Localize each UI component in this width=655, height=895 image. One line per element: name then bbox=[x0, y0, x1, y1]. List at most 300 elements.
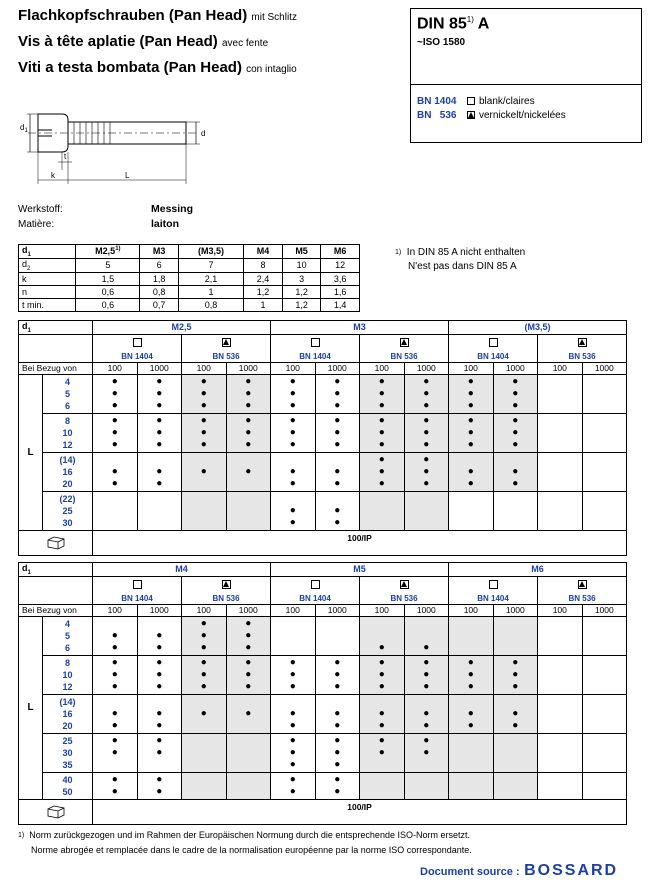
availability-dot: ● bbox=[512, 375, 519, 387]
availability-cell bbox=[404, 733, 449, 772]
availability-dot bbox=[583, 642, 627, 654]
side-note: $^{1)}$ In DIN 85 A nicht enthalten N'est pas dans DIN 85 A bbox=[395, 247, 526, 272]
availability-dot: ● bbox=[111, 656, 118, 668]
availability-cell bbox=[315, 733, 360, 772]
bn-header: BN 536 bbox=[182, 334, 271, 362]
availability-dot: ● bbox=[512, 668, 519, 680]
availability-dot: ● bbox=[423, 680, 430, 692]
availability-dot bbox=[583, 747, 627, 759]
dim-value: 5 bbox=[76, 258, 140, 272]
availability-dot: ● bbox=[200, 414, 207, 426]
availability-dot bbox=[316, 618, 360, 630]
empty-box-icon bbox=[489, 580, 498, 589]
availability-cell bbox=[360, 616, 405, 655]
dim-value: 1 bbox=[244, 298, 283, 311]
empty-box-icon bbox=[311, 338, 320, 347]
qty-cell: 100 bbox=[93, 362, 138, 374]
iso-equivalent: ~ISO 1580 bbox=[417, 37, 466, 49]
dim-value: 0,8 bbox=[140, 285, 179, 298]
availability-dot: ● bbox=[334, 387, 341, 399]
availability-dot: ● bbox=[156, 375, 163, 387]
availability-cell bbox=[271, 772, 316, 799]
availability-dot bbox=[227, 747, 271, 759]
quantity-row bbox=[19, 362, 627, 374]
availability-dot bbox=[316, 630, 360, 642]
dim-value: 1,5 bbox=[76, 272, 140, 285]
dim-value: 10 bbox=[282, 258, 321, 272]
availability-dot: ● bbox=[111, 375, 118, 387]
availability-dot: ● bbox=[289, 516, 296, 528]
availability-dot: ● bbox=[378, 668, 385, 680]
availability-dot bbox=[494, 505, 538, 517]
availability-dot: ● bbox=[378, 719, 385, 731]
title-fr: Vis à tête aplatie (Pan Head) avec fente bbox=[18, 33, 269, 50]
triangle-box-icon bbox=[222, 338, 231, 347]
availability-cell bbox=[226, 413, 271, 452]
availability-dot: ● bbox=[512, 719, 519, 731]
availability-dot bbox=[538, 478, 582, 490]
title-it: Viti a testa bombata (Pan Head) con intaglio bbox=[18, 59, 297, 76]
availability-cell bbox=[182, 452, 227, 491]
availability-dot bbox=[449, 747, 493, 759]
packaging-row bbox=[19, 799, 627, 824]
availability-grid-1 bbox=[18, 320, 627, 556]
availability-dot: ● bbox=[156, 414, 163, 426]
availability-dot bbox=[182, 774, 226, 786]
availability-dot: ● bbox=[467, 707, 474, 719]
availability-dot: ● bbox=[423, 438, 430, 450]
qty-cell: 100 bbox=[360, 362, 405, 374]
footer-note: $^{1)}$ Norm zurückgezogen und im Rahmen der Europäischen Normung durch die entsprechende ISO-Norm ersetzt. Norme abrogée et remplacée dans le cadre de la normalisation européenne par la norme ISO correspondante. bbox=[18, 830, 472, 855]
availability-dot bbox=[494, 454, 538, 466]
bn-header: BN 1404 bbox=[93, 576, 182, 604]
availability-dot bbox=[93, 759, 137, 771]
dim-value: 2,1 bbox=[178, 272, 243, 285]
availability-cell bbox=[137, 413, 182, 452]
bn-536-row: BN 536 vernickelt/nickelées bbox=[417, 110, 566, 121]
availability-dot: ● bbox=[334, 414, 341, 426]
availability-dot: ● bbox=[467, 477, 474, 489]
availability-dot: ● bbox=[378, 453, 385, 465]
availability-dot: ● bbox=[245, 668, 252, 680]
availability-dot: ● bbox=[289, 680, 296, 692]
availability-dot: ● bbox=[334, 668, 341, 680]
availability-cell bbox=[538, 616, 583, 655]
availability-dot bbox=[538, 376, 582, 388]
availability-cell bbox=[360, 452, 405, 491]
availability-dot bbox=[538, 735, 582, 747]
empty-box-icon bbox=[311, 580, 320, 589]
availability-dot: ● bbox=[467, 375, 474, 387]
availability-dot: ● bbox=[156, 656, 163, 668]
availability-dot bbox=[93, 454, 137, 466]
bezug-label: Bei Bezug von bbox=[19, 604, 93, 616]
availability-dot bbox=[138, 454, 182, 466]
availability-cell bbox=[93, 452, 138, 491]
availability-dot: ● bbox=[512, 477, 519, 489]
availability-dot: ● bbox=[111, 668, 118, 680]
availability-dot: ● bbox=[111, 414, 118, 426]
availability-dot: ● bbox=[423, 375, 430, 387]
availability-dot bbox=[271, 493, 315, 505]
availability-dot bbox=[494, 786, 538, 798]
availability-dot bbox=[583, 618, 627, 630]
dimension-table bbox=[18, 244, 360, 312]
dim-value: 7 bbox=[178, 258, 243, 272]
bn-header-row bbox=[19, 576, 627, 604]
quantity-row bbox=[19, 604, 627, 616]
availability-dot bbox=[538, 747, 582, 759]
dim-row bbox=[19, 258, 360, 272]
length-group bbox=[19, 655, 627, 694]
availability-dot bbox=[583, 478, 627, 490]
availability-dot: ● bbox=[156, 629, 163, 641]
availability-dot: ● bbox=[378, 438, 385, 450]
availability-dot bbox=[538, 657, 582, 669]
length-values: 8 10 12 bbox=[43, 413, 93, 452]
availability-dot: ● bbox=[156, 641, 163, 653]
availability-dot bbox=[538, 517, 582, 529]
availability-dot: ● bbox=[423, 641, 430, 653]
size-header: M6 bbox=[449, 563, 627, 577]
availability-cell bbox=[93, 694, 138, 733]
availability-dot bbox=[494, 759, 538, 771]
availability-cell bbox=[404, 413, 449, 452]
availability-cell bbox=[226, 694, 271, 733]
availability-dot bbox=[405, 774, 449, 786]
length-axis-label: L bbox=[19, 616, 43, 799]
availability-dot: ● bbox=[334, 375, 341, 387]
availability-dot: ● bbox=[334, 758, 341, 770]
packaging-unit: 100/IP bbox=[93, 799, 627, 824]
bn-header: BN 536 bbox=[538, 576, 627, 604]
availability-dot: ● bbox=[467, 656, 474, 668]
availability-dot: ● bbox=[289, 504, 296, 516]
availability-dot bbox=[449, 759, 493, 771]
availability-dot bbox=[93, 493, 137, 505]
availability-dot: ● bbox=[467, 465, 474, 477]
availability-cell bbox=[137, 733, 182, 772]
availability-cell bbox=[271, 655, 316, 694]
availability-dot: ● bbox=[245, 426, 252, 438]
availability-cell bbox=[137, 616, 182, 655]
availability-dot: ● bbox=[200, 465, 207, 477]
availability-dot: ● bbox=[289, 758, 296, 770]
availability-dot: ● bbox=[334, 746, 341, 758]
availability-dot: ● bbox=[289, 426, 296, 438]
availability-dot bbox=[449, 774, 493, 786]
availability-dot bbox=[182, 505, 226, 517]
qty-cell: 1000 bbox=[582, 362, 627, 374]
availability-dot: ● bbox=[289, 773, 296, 785]
availability-dot: ● bbox=[200, 668, 207, 680]
availability-dot: ● bbox=[156, 785, 163, 797]
availability-dot bbox=[182, 735, 226, 747]
availability-cell bbox=[538, 733, 583, 772]
availability-dot bbox=[583, 735, 627, 747]
availability-dot bbox=[494, 735, 538, 747]
qty-cell: 100 bbox=[182, 604, 227, 616]
availability-cell bbox=[582, 452, 627, 491]
dim-value: 0,6 bbox=[76, 298, 140, 311]
availability-dot bbox=[538, 642, 582, 654]
dim-header-cell: M3 bbox=[140, 245, 179, 259]
availability-dot: ● bbox=[156, 734, 163, 746]
availability-dot: ● bbox=[245, 656, 252, 668]
availability-dot: ● bbox=[467, 426, 474, 438]
length-values: 4 5 6 bbox=[43, 374, 93, 413]
availability-dot bbox=[405, 786, 449, 798]
availability-dot: ● bbox=[423, 668, 430, 680]
availability-dot bbox=[538, 720, 582, 732]
availability-dot bbox=[316, 696, 360, 708]
availability-cell bbox=[137, 452, 182, 491]
availability-dot bbox=[583, 708, 627, 720]
dim-value: 1,8 bbox=[140, 272, 179, 285]
availability-dot: ● bbox=[111, 629, 118, 641]
availability-dot: ● bbox=[334, 477, 341, 489]
empty-box-icon bbox=[133, 338, 142, 347]
availability-dot bbox=[538, 708, 582, 720]
availability-dot bbox=[583, 630, 627, 642]
availability-dot: ● bbox=[111, 426, 118, 438]
availability-dot bbox=[449, 642, 493, 654]
bossard-logo: BOSSARD bbox=[524, 862, 619, 879]
dim-row-label: t min. bbox=[19, 298, 76, 311]
availability-dot: ● bbox=[378, 375, 385, 387]
availability-dot: ● bbox=[512, 399, 519, 411]
bn-header: BN 1404 bbox=[271, 334, 360, 362]
availability-dot bbox=[138, 505, 182, 517]
size-header: M3 bbox=[271, 321, 449, 335]
availability-dot bbox=[360, 696, 404, 708]
availability-dot bbox=[227, 517, 271, 529]
length-group bbox=[19, 616, 627, 655]
availability-dot bbox=[538, 505, 582, 517]
availability-dot bbox=[494, 696, 538, 708]
availability-cell bbox=[538, 655, 583, 694]
availability-dot: ● bbox=[111, 438, 118, 450]
availability-dot bbox=[538, 466, 582, 478]
dim-value: 0,6 bbox=[76, 285, 140, 298]
availability-cell bbox=[493, 452, 538, 491]
availability-cell bbox=[493, 772, 538, 799]
availability-cell bbox=[315, 655, 360, 694]
qty-cell: 100 bbox=[271, 362, 316, 374]
availability-dot: ● bbox=[334, 773, 341, 785]
qty-cell: 100 bbox=[449, 362, 494, 374]
dim-value: 1 bbox=[178, 285, 243, 298]
qty-cell: 100 bbox=[182, 362, 227, 374]
qty-cell: 100 bbox=[538, 362, 583, 374]
availability-dot bbox=[227, 735, 271, 747]
availability-cell bbox=[449, 733, 494, 772]
availability-cell bbox=[404, 491, 449, 530]
availability-dot bbox=[227, 720, 271, 732]
availability-dot bbox=[182, 517, 226, 529]
availability-dot bbox=[538, 454, 582, 466]
availability-dot bbox=[316, 642, 360, 654]
availability-dot bbox=[227, 759, 271, 771]
availability-dot: ● bbox=[200, 641, 207, 653]
availability-cell bbox=[226, 733, 271, 772]
availability-dot: ● bbox=[467, 438, 474, 450]
availability-dot bbox=[360, 774, 404, 786]
availability-cell bbox=[360, 655, 405, 694]
availability-cell bbox=[360, 413, 405, 452]
availability-dot: ● bbox=[200, 375, 207, 387]
triangle-box-icon bbox=[467, 111, 475, 119]
availability-dot: ● bbox=[467, 414, 474, 426]
availability-dot: ● bbox=[289, 465, 296, 477]
availability-cell bbox=[493, 655, 538, 694]
length-values: 40 50 bbox=[43, 772, 93, 799]
availability-dot bbox=[271, 618, 315, 630]
availability-cell bbox=[182, 616, 227, 655]
size-header: (M3,5) bbox=[449, 321, 627, 335]
availability-dot: ● bbox=[245, 465, 252, 477]
availability-dot: ● bbox=[334, 465, 341, 477]
availability-dot bbox=[538, 618, 582, 630]
availability-dot: ● bbox=[423, 477, 430, 489]
dim-header-cell: $d_1$ bbox=[19, 245, 76, 259]
availability-dot: ● bbox=[111, 477, 118, 489]
availability-dot: ● bbox=[156, 399, 163, 411]
availability-cell bbox=[182, 772, 227, 799]
availability-cell bbox=[271, 694, 316, 733]
availability-dot: ● bbox=[334, 719, 341, 731]
length-group bbox=[19, 452, 627, 491]
availability-dot: ● bbox=[289, 375, 296, 387]
dim-value: 1,2 bbox=[282, 285, 321, 298]
availability-dot bbox=[227, 505, 271, 517]
availability-dot: ● bbox=[200, 399, 207, 411]
availability-cell bbox=[404, 655, 449, 694]
availability-cell bbox=[315, 694, 360, 733]
availability-dot: ● bbox=[289, 656, 296, 668]
availability-dot: ● bbox=[289, 719, 296, 731]
bn-header: BN 1404 bbox=[449, 334, 538, 362]
availability-cell bbox=[93, 374, 138, 413]
availability-dot: ● bbox=[156, 719, 163, 731]
availability-dot bbox=[271, 642, 315, 654]
length-group bbox=[19, 491, 627, 530]
availability-dot bbox=[583, 505, 627, 517]
availability-cell bbox=[315, 413, 360, 452]
availability-dot bbox=[494, 618, 538, 630]
availability-dot: ● bbox=[289, 746, 296, 758]
availability-cell bbox=[493, 616, 538, 655]
availability-dot: ● bbox=[245, 438, 252, 450]
availability-dot bbox=[271, 696, 315, 708]
availability-dot: ● bbox=[289, 477, 296, 489]
availability-dot bbox=[449, 696, 493, 708]
qty-cell: 1000 bbox=[226, 604, 271, 616]
availability-dot bbox=[583, 493, 627, 505]
availability-dot: ● bbox=[334, 504, 341, 516]
bn-header: BN 1404 bbox=[449, 576, 538, 604]
availability-dot: ● bbox=[467, 719, 474, 731]
package-icon bbox=[19, 530, 93, 555]
availability-dot: ● bbox=[512, 438, 519, 450]
availability-dot: ● bbox=[200, 438, 207, 450]
availability-cell bbox=[315, 491, 360, 530]
availability-cell bbox=[315, 374, 360, 413]
availability-dot: ● bbox=[111, 734, 118, 746]
qty-cell: 1000 bbox=[404, 604, 449, 616]
availability-cell bbox=[360, 772, 405, 799]
qty-cell: 1000 bbox=[315, 604, 360, 616]
availability-cell bbox=[493, 694, 538, 733]
availability-dot bbox=[583, 786, 627, 798]
availability-dot bbox=[583, 376, 627, 388]
availability-cell bbox=[404, 772, 449, 799]
bn-header: BN 1404 bbox=[93, 334, 182, 362]
bn-header: BN 536 bbox=[538, 334, 627, 362]
availability-cell bbox=[360, 491, 405, 530]
triangle-box-icon bbox=[578, 338, 587, 347]
availability-dot: ● bbox=[423, 746, 430, 758]
availability-cell bbox=[404, 694, 449, 733]
availability-dot bbox=[227, 696, 271, 708]
din-standard-box bbox=[410, 8, 642, 143]
availability-dot: ● bbox=[156, 387, 163, 399]
availability-dot: ● bbox=[156, 668, 163, 680]
availability-cell bbox=[93, 491, 138, 530]
qty-cell: 1000 bbox=[137, 362, 182, 374]
availability-cell bbox=[493, 374, 538, 413]
availability-dot bbox=[405, 505, 449, 517]
dim-value: 3 bbox=[282, 272, 321, 285]
dim-row-label: $d_2$ bbox=[19, 258, 76, 272]
availability-cell bbox=[449, 413, 494, 452]
availability-dot bbox=[494, 774, 538, 786]
triangle-box-icon bbox=[578, 580, 587, 589]
availability-dot: ● bbox=[111, 387, 118, 399]
availability-dot: ● bbox=[245, 641, 252, 653]
qty-cell: 100 bbox=[360, 604, 405, 616]
availability-dot bbox=[138, 696, 182, 708]
availability-cell bbox=[93, 616, 138, 655]
title-de: Flachkopfschrauben (Pan Head) mit Schlitz bbox=[18, 7, 297, 24]
qty-cell: 1000 bbox=[493, 604, 538, 616]
availability-dot bbox=[538, 681, 582, 693]
availability-dot: ● bbox=[289, 668, 296, 680]
availability-dot bbox=[182, 786, 226, 798]
availability-cell bbox=[93, 655, 138, 694]
triangle-box-icon bbox=[400, 338, 409, 347]
availability-cell bbox=[93, 733, 138, 772]
availability-dot: ● bbox=[334, 399, 341, 411]
availability-cell bbox=[449, 374, 494, 413]
availability-dot bbox=[538, 696, 582, 708]
availability-dot: ● bbox=[378, 656, 385, 668]
availability-dot bbox=[405, 618, 449, 630]
availability-dot bbox=[138, 618, 182, 630]
availability-cell bbox=[271, 413, 316, 452]
availability-dot bbox=[271, 454, 315, 466]
dim-value: 3,6 bbox=[321, 272, 360, 285]
bn-header: BN 536 bbox=[360, 334, 449, 362]
availability-dot bbox=[182, 759, 226, 771]
size-header-row bbox=[19, 321, 627, 335]
availability-dot: ● bbox=[378, 680, 385, 692]
availability-dot bbox=[538, 669, 582, 681]
availability-dot bbox=[583, 759, 627, 771]
availability-dot: ● bbox=[200, 680, 207, 692]
availability-cell bbox=[538, 772, 583, 799]
availability-dot bbox=[583, 696, 627, 708]
